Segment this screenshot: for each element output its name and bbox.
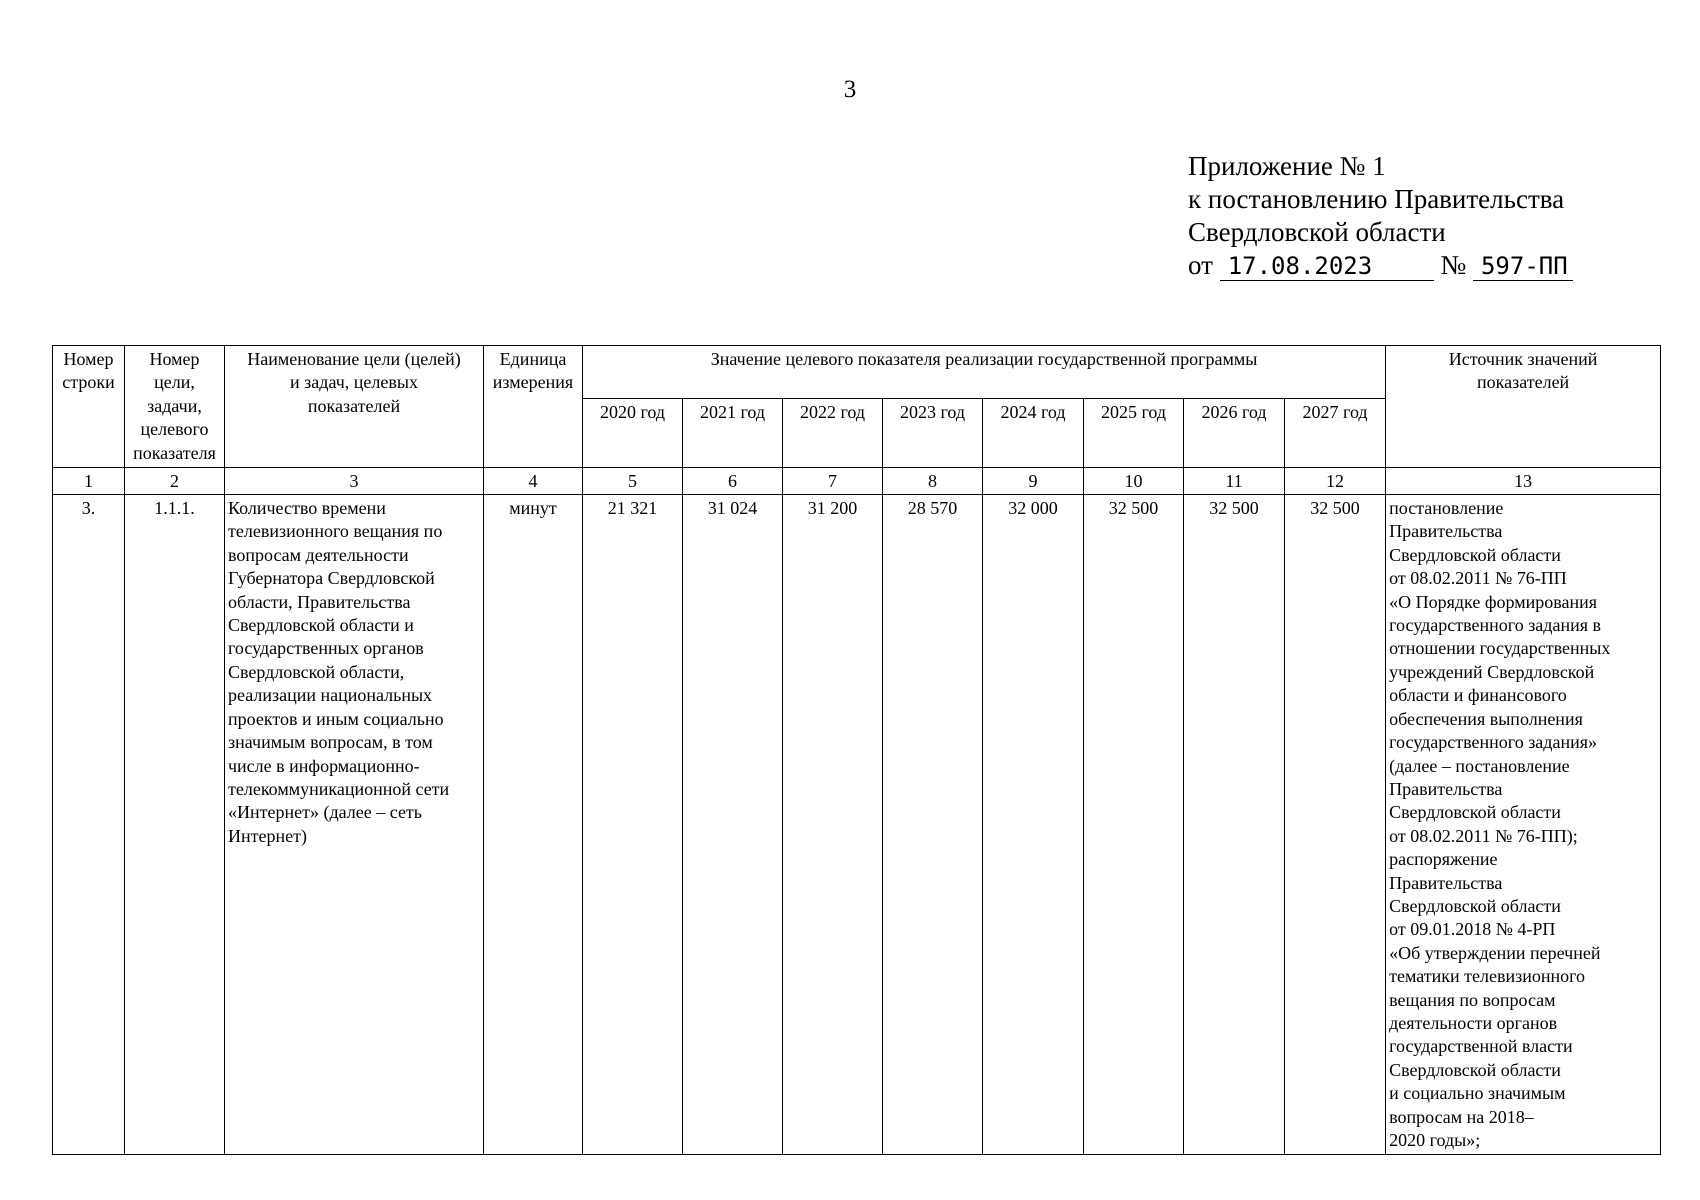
header-source: Источник значений показателей <box>1386 346 1661 468</box>
header-goal-number: Номер цели, задачи, целевого показателя <box>125 346 225 468</box>
appendix-date-line <box>1188 249 1573 282</box>
header-year: 2023 год <box>883 398 983 467</box>
header-year: 2027 год <box>1285 398 1386 467</box>
header-year: 2026 год <box>1184 398 1285 467</box>
source-cell: постановление Правительства Свердловской области от 08.02.2011 № 76-ПП «О Порядке формирования государственного задания в отношении государственных учреждений Свердловской области и финансового обеспечения выполнения государственного задания» (далее – постановление Правительства Свердловской области от 08.02.2011 № 76-ПП); распоряжение Правительства Свердловской области от 09.01.2018 № 4-РП «Об утверждении перечней тематики телевизионного вещания по вопросам деятельности органов государственной власти Свердловской области и социально значимым вопросам на 2018– 2020 годы»; <box>1386 495 1661 1155</box>
page-number: 3 <box>843 76 857 103</box>
column-number: 9 <box>983 468 1084 495</box>
header-year: 2021 год <box>683 398 783 467</box>
column-number: 13 <box>1386 468 1661 495</box>
column-number: 3 <box>225 468 484 495</box>
column-number: 12 <box>1285 468 1386 495</box>
column-number: 6 <box>683 468 783 495</box>
appendix-reference: к постановлению Правительства <box>1188 184 1565 214</box>
column-number: 2 <box>125 468 225 495</box>
column-number: 10 <box>1084 468 1184 495</box>
value-cell: 28 570 <box>883 495 983 1155</box>
row-number-cell: 3. <box>53 495 125 1155</box>
header-year: 2025 год <box>1084 398 1184 467</box>
unit-cell: минут <box>484 495 583 1155</box>
appendix-region: Свердловской области <box>1188 217 1446 247</box>
column-number: 1 <box>53 468 125 495</box>
header-row-number: Номер строки <box>53 346 125 468</box>
column-number-row <box>53 468 1661 495</box>
header-year: 2020 год <box>583 398 683 467</box>
value-cell: 32 000 <box>983 495 1084 1155</box>
date-prefix: от <box>1188 250 1213 280</box>
value-cell: 32 500 <box>1184 495 1285 1155</box>
column-number: 7 <box>783 468 883 495</box>
goal-name-cell: Количество времени телевизионного вещания по вопросам деятельности Губернатора Свердловской области, Правительства Свердловской области и государственных органов Свердловской области, реализации национальных проектов и иным социально значимым вопросам, в том числе в информационно- телекоммуникационной сети «Интернет» (далее – сеть Интернет) <box>225 495 484 1155</box>
appendix-block <box>1188 150 1573 282</box>
column-number: 11 <box>1184 468 1285 495</box>
indicators-table <box>52 345 1661 1155</box>
appendix-title: Приложение № 1 <box>1188 151 1386 181</box>
value-cell: 32 500 <box>1084 495 1184 1155</box>
value-cell: 21 321 <box>583 495 683 1155</box>
column-number: 4 <box>484 468 583 495</box>
decree-date: 17.08.2023 <box>1220 252 1434 281</box>
column-number: 8 <box>883 468 983 495</box>
number-prefix: № <box>1440 250 1467 280</box>
value-cell: 32 500 <box>1285 495 1386 1155</box>
header-year: 2022 год <box>783 398 883 467</box>
table-row <box>53 495 1661 1155</box>
value-cell: 31 024 <box>683 495 783 1155</box>
decree-number: 597-ПП <box>1473 252 1573 281</box>
header-year: 2024 год <box>983 398 1084 467</box>
header-target-values: Значение целевого показателя реализации государственной программы <box>583 346 1386 399</box>
column-number: 5 <box>583 468 683 495</box>
goal-number-cell: 1.1.1. <box>125 495 225 1155</box>
header-goal-name: Наименование цели (целей) и задач, целевых показателей <box>225 346 484 468</box>
value-cell: 31 200 <box>783 495 883 1155</box>
header-unit: Единица измерения <box>484 346 583 468</box>
